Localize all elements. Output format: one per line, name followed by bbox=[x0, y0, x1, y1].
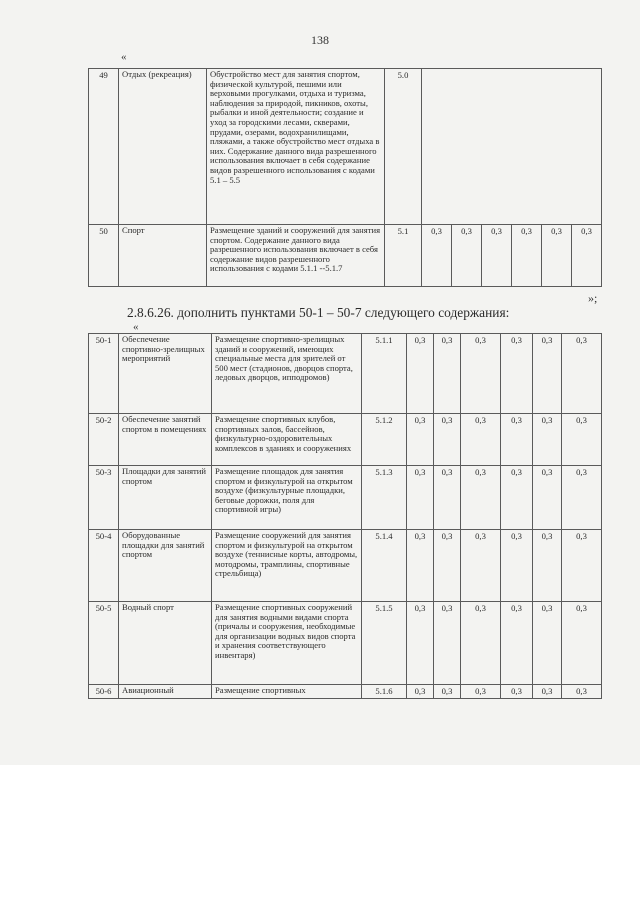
row-value: 0,3 bbox=[434, 334, 461, 414]
row-value: 0,3 bbox=[461, 685, 501, 699]
row-value: 0,3 bbox=[434, 530, 461, 602]
row-value: 0,3 bbox=[452, 225, 482, 287]
row-number: 50-5 bbox=[89, 602, 119, 685]
table-land-use-1 bbox=[88, 68, 602, 287]
row-description: Размещение спортивных bbox=[212, 685, 362, 699]
row-value: 0,3 bbox=[422, 225, 452, 287]
row-value: 0,3 bbox=[501, 530, 533, 602]
row-value: 0,3 bbox=[562, 685, 602, 699]
row-value: 0,3 bbox=[501, 466, 533, 530]
section-heading: 2.8.6.26. дополнить пунктами 50-1 – 50-7 следующего содержания: bbox=[127, 305, 510, 320]
row-description: Размещение сооружений для занятия спортом и физкультурой на открытом воздухе (теннисные корты, автодромы, мотодромы, трамплины, спортивные стрельбища) bbox=[212, 530, 362, 602]
row-value: 0,3 bbox=[461, 334, 501, 414]
row-number: 50-4 bbox=[89, 530, 119, 602]
row-number: 49 bbox=[89, 69, 119, 225]
row-value: 0,3 bbox=[461, 466, 501, 530]
row-name: Площадки для занятий спортом bbox=[119, 466, 212, 530]
row-value: 0,3 bbox=[407, 602, 434, 685]
row-value: 0,3 bbox=[562, 602, 602, 685]
row-value: 0,3 bbox=[501, 414, 533, 466]
table-row bbox=[89, 685, 602, 699]
row-value: 0,3 bbox=[562, 530, 602, 602]
table-row bbox=[89, 414, 602, 466]
table-row bbox=[89, 602, 602, 685]
row-value: 0,3 bbox=[461, 530, 501, 602]
row-value: 0,3 bbox=[461, 414, 501, 466]
row-value: 0,3 bbox=[461, 602, 501, 685]
row-value: 0,3 bbox=[542, 225, 572, 287]
row-description: Обустройство мест для занятия спортом, физической культурой, пешими или верховыми прогулками, отдыха и туризма, наблюдения за природой, пикников, охоты, рыбалки и иной деятельности; создание и уход за городскими лесами, скверами, прудами, озерами, водохранилищами, пляжами, а также обустройство мест отдыха в них. Содержание данного вида разрешенного использования включает в себя содержание видов разрешенного использования с кодами 5.1 – 5.5 bbox=[207, 69, 385, 225]
row-value: 0,3 bbox=[533, 334, 562, 414]
row-number: 50-1 bbox=[89, 334, 119, 414]
row-value: 0,3 bbox=[533, 530, 562, 602]
row-name: Водный спорт bbox=[119, 602, 212, 685]
row-value: 0,3 bbox=[407, 685, 434, 699]
table-row bbox=[89, 466, 602, 530]
table-row bbox=[89, 225, 602, 287]
row-value: 0,3 bbox=[434, 414, 461, 466]
table-row bbox=[89, 69, 602, 225]
row-number: 50 bbox=[89, 225, 119, 287]
row-value: 0,3 bbox=[533, 685, 562, 699]
row-number: 50-3 bbox=[89, 466, 119, 530]
row-values-empty bbox=[422, 69, 602, 225]
row-description: Размещение спортивно-зрелищных зданий и сооружений, имеющих специальные места для зрителей от 500 мест (стадионов, дворцов спорта, ледовых дворцов, ипподромов) bbox=[212, 334, 362, 414]
row-code: 5.1.1 bbox=[362, 334, 407, 414]
row-value: 0,3 bbox=[562, 414, 602, 466]
closing-mark: »; bbox=[588, 291, 598, 305]
row-value: 0,3 bbox=[434, 685, 461, 699]
row-value: 0,3 bbox=[533, 466, 562, 530]
row-value: 0,3 bbox=[572, 225, 602, 287]
table-land-use-2 bbox=[88, 333, 602, 699]
row-value: 0,3 bbox=[407, 530, 434, 602]
row-value: 0,3 bbox=[562, 466, 602, 530]
row-code: 5.1.2 bbox=[362, 414, 407, 466]
page-number: 138 bbox=[311, 33, 329, 47]
row-value: 0,3 bbox=[407, 334, 434, 414]
row-value: 0,3 bbox=[407, 466, 434, 530]
row-description: Размещение спортивных клубов, спортивных залов, бассейнов, физкультурно-оздоровительных комплексов в зданиях и сооружениях bbox=[212, 414, 362, 466]
row-value: 0,3 bbox=[533, 602, 562, 685]
row-code: 5.0 bbox=[385, 69, 422, 225]
row-value: 0,3 bbox=[533, 414, 562, 466]
open-quote: « bbox=[121, 51, 127, 63]
row-code: 5.1.4 bbox=[362, 530, 407, 602]
row-name: Обеспечение занятий спортом в помещениях bbox=[119, 414, 212, 466]
row-value: 0,3 bbox=[501, 602, 533, 685]
row-code: 5.1.6 bbox=[362, 685, 407, 699]
row-name: Оборудованные площадки для занятий спортом bbox=[119, 530, 212, 602]
row-number: 50-6 bbox=[89, 685, 119, 699]
row-value: 0,3 bbox=[562, 334, 602, 414]
row-code: 5.1.5 bbox=[362, 602, 407, 685]
table-row bbox=[89, 530, 602, 602]
row-code: 5.1.3 bbox=[362, 466, 407, 530]
row-value: 0,3 bbox=[407, 414, 434, 466]
row-value: 0,3 bbox=[434, 466, 461, 530]
row-description: Размещение площадок для занятия спортом и физкультурой на открытом воздухе (физкультурные площадки, беговые дорожки, поля для спортивной игры) bbox=[212, 466, 362, 530]
row-number: 50-2 bbox=[89, 414, 119, 466]
row-description: Размещение зданий и сооружений для занятия спортом. Содержание данного вида разрешенного использования включает в себя содержание видов разрешенного использования с кодами 5.1.1 --5.1.7 bbox=[207, 225, 385, 287]
row-value: 0,3 bbox=[501, 334, 533, 414]
row-name: Авиационный bbox=[119, 685, 212, 699]
row-code: 5.1 bbox=[385, 225, 422, 287]
row-value: 0,3 bbox=[482, 225, 512, 287]
row-value: 0,3 bbox=[434, 602, 461, 685]
row-name: Спорт bbox=[119, 225, 207, 287]
row-name: Отдых (рекреация) bbox=[119, 69, 207, 225]
row-value: 0,3 bbox=[512, 225, 542, 287]
row-name: Обеспечение спортивно-зрелищных мероприятий bbox=[119, 334, 212, 414]
table-row bbox=[89, 334, 602, 414]
open-quote: « bbox=[133, 321, 139, 333]
row-description: Размещение спортивных сооружений для занятия водными видами спорта (причалы и сооружения, необходимые для организации водных видов спорта и хранения соответствующего инвентаря) bbox=[212, 602, 362, 685]
row-value: 0,3 bbox=[501, 685, 533, 699]
